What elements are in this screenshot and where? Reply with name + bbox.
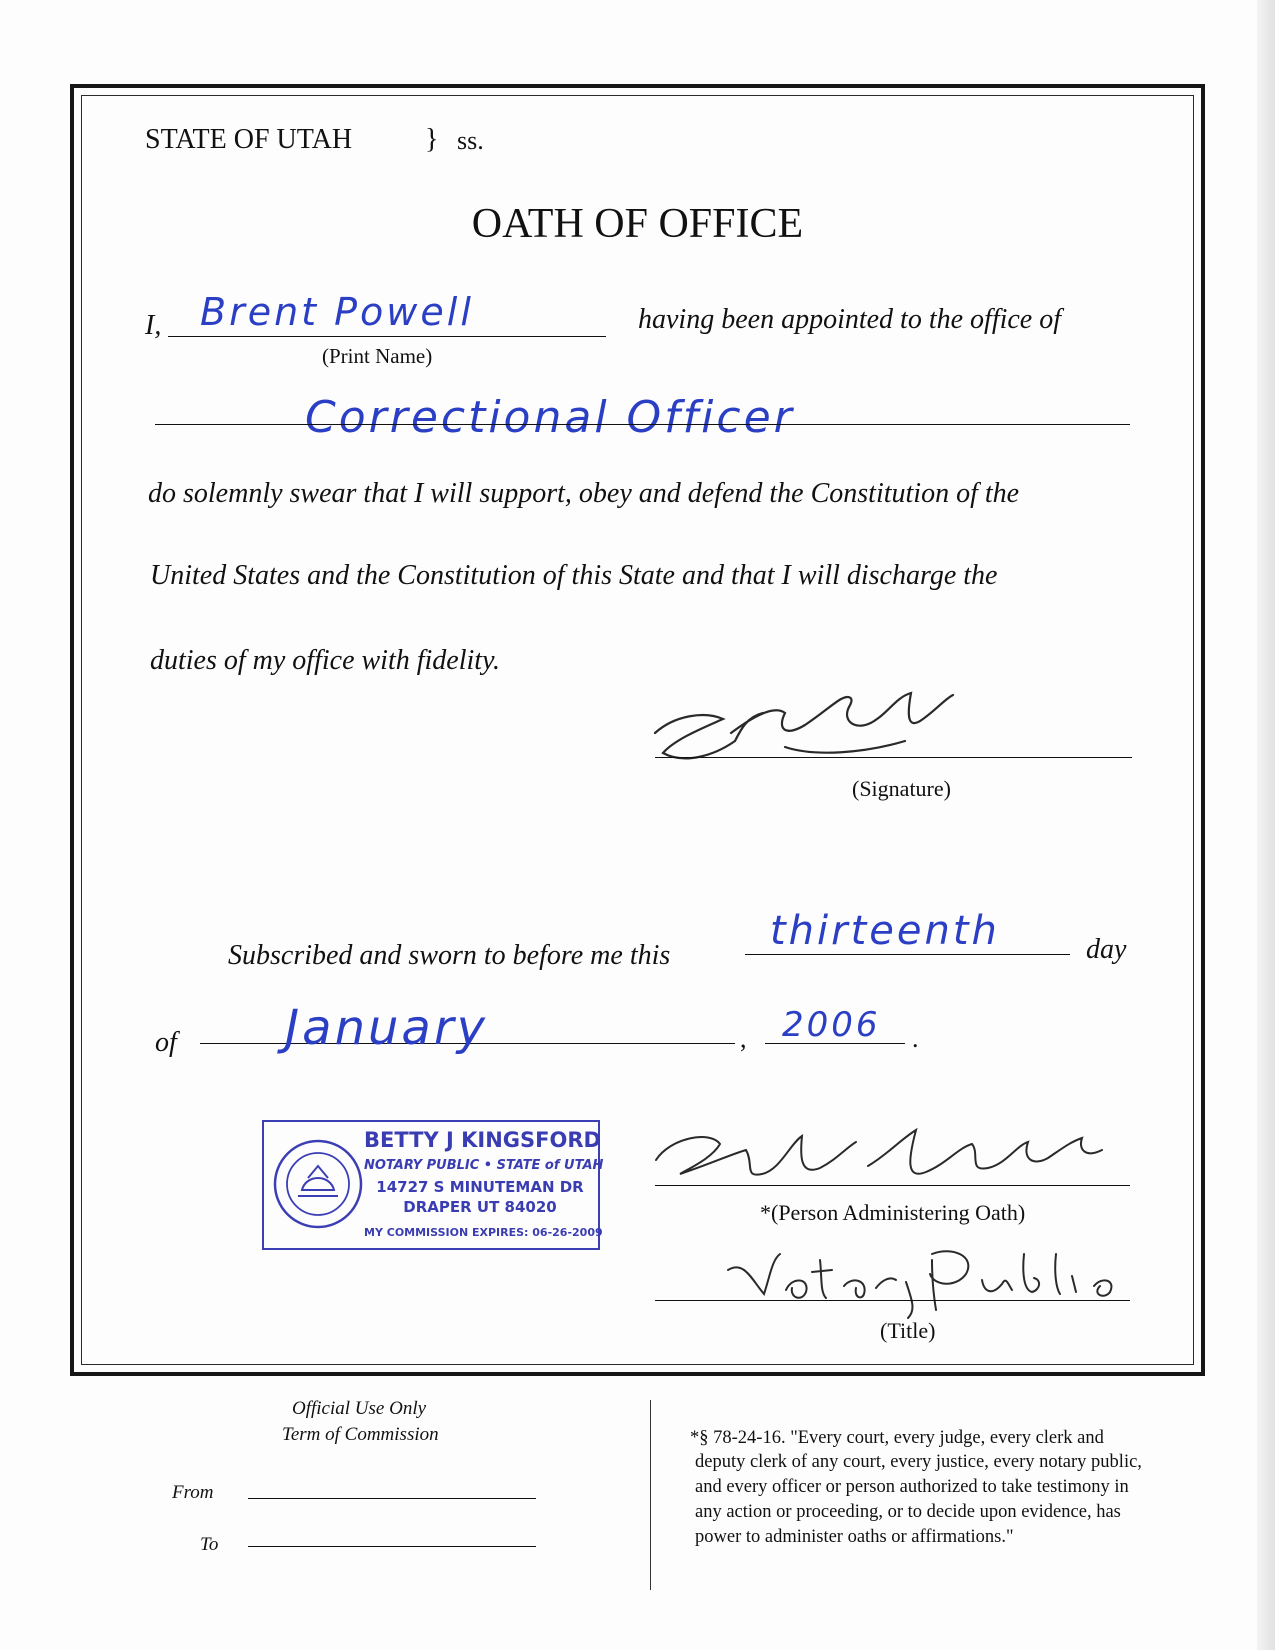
print-name-caption: (Print Name) xyxy=(322,344,433,368)
notary-signature xyxy=(650,1120,1110,1200)
title-caption: (Title) xyxy=(880,1318,936,1343)
office-handwritten: Correctional Officer xyxy=(305,392,795,443)
administering-line xyxy=(655,1185,1130,1186)
office-line xyxy=(155,424,1130,425)
statute-line3: and every officer or person authorized to take testimony in xyxy=(695,1477,1129,1497)
stamp-line1: NOTARY PUBLIC • STATE of UTAH xyxy=(364,1158,604,1173)
notary-stamp xyxy=(262,1120,604,1250)
to-line xyxy=(248,1546,536,1547)
state-seal-icon xyxy=(272,1138,364,1230)
day-label: day xyxy=(1086,934,1127,965)
name-handwritten: Brent Powell xyxy=(200,290,474,334)
stamp-name: BETTY J KINGSFORD xyxy=(364,1128,601,1152)
from-line xyxy=(248,1498,536,1499)
to-label: To xyxy=(200,1534,219,1555)
year-handwritten: 2006 xyxy=(782,1005,881,1045)
statute-line4: any action or proceeding, or to decide upon evidence, has xyxy=(695,1502,1121,1522)
day-line xyxy=(745,954,1070,955)
footer-divider xyxy=(650,1400,651,1590)
statute-line1: *§ 78-24-16. "Every court, every judge, every clerk and xyxy=(690,1428,1104,1448)
official-use-label: Official Use Only xyxy=(292,1398,427,1419)
state-label: STATE OF UTAH xyxy=(145,124,353,155)
statute-line2: deputy clerk of any court, every justice, every notary public, xyxy=(695,1452,1142,1472)
subscribed-text: Subscribed and sworn to before me this xyxy=(228,940,671,971)
brace: } xyxy=(425,124,439,155)
stamp-line3: DRAPER UT 84020 xyxy=(403,1198,557,1216)
appointed-text: having been appointed to the office of xyxy=(638,304,1062,335)
signature-caption: (Signature) xyxy=(852,776,951,801)
of-label: of xyxy=(155,1027,177,1058)
page-title: OATH OF OFFICE xyxy=(471,201,804,247)
oath-body-line2: United States and the Constitution of this State and that I will discharge the xyxy=(150,560,998,591)
from-label: From xyxy=(172,1482,214,1503)
stamp-line2: 14727 S MINUTEMAN DR xyxy=(376,1178,584,1196)
month-handwritten: January xyxy=(285,1000,488,1056)
oath-body-line1: do solemnly swear that I will support, obey and defend the Constitution of the xyxy=(148,478,1020,509)
date-comma: , xyxy=(740,1024,747,1053)
term-of-commission-label: Term of Commission xyxy=(282,1424,439,1445)
title-notary-public-handwritten xyxy=(720,1240,1140,1320)
day-handwritten: thirteenth xyxy=(770,908,1000,954)
statute-line5: power to administer oaths or affirmations." xyxy=(695,1527,1014,1547)
ss-label: ss. xyxy=(457,126,484,155)
oath-body-line3: duties of my office with fidelity. xyxy=(150,645,500,676)
officer-signature xyxy=(645,675,965,780)
administering-caption: *(Person Administering Oath) xyxy=(760,1200,1026,1225)
date-period: . xyxy=(912,1024,919,1053)
i-prefix: I, xyxy=(145,310,162,341)
title-line xyxy=(655,1300,1130,1301)
stamp-line4: MY COMMISSION EXPIRES: 06-26-2009 xyxy=(364,1226,603,1239)
signature-line xyxy=(655,757,1132,758)
name-line xyxy=(168,336,606,337)
